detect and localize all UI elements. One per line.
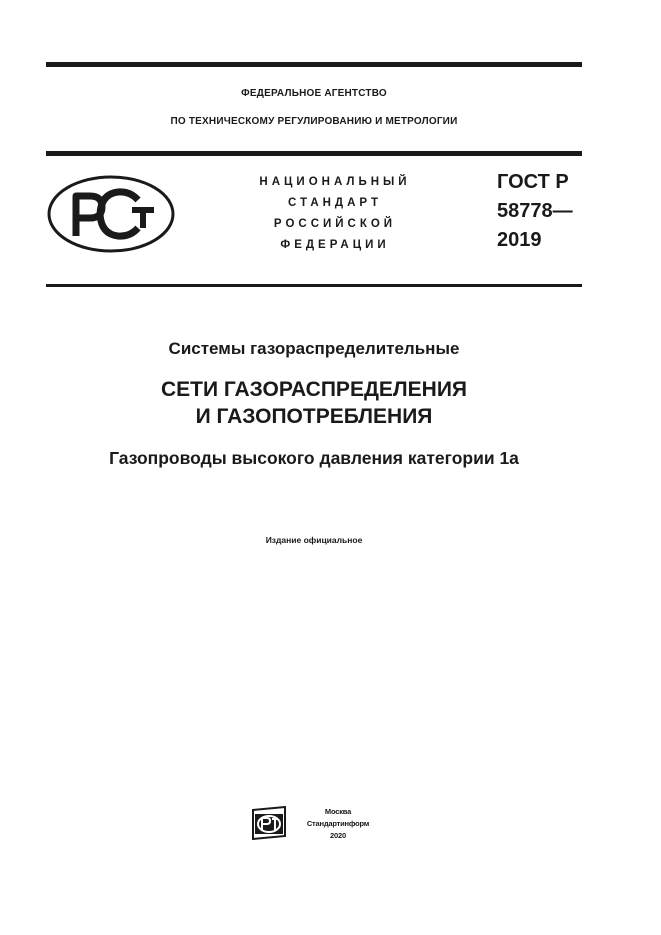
systems-title: Системы газораспределительные — [168, 339, 460, 358]
designation-line-2: 58778— — [497, 200, 573, 222]
publisher-year: 2020 — [330, 831, 346, 840]
edition-label: Издание официальное — [265, 535, 363, 545]
national-standard-caption — [230, 172, 440, 256]
national-line-2: СТАНДАРТ — [288, 197, 382, 209]
designation-line-1: ГОСТ Р — [497, 171, 569, 193]
publisher-city: Москва — [324, 807, 352, 816]
main-title — [46, 376, 582, 430]
national-line-4: ФЕДЕРАЦИИ — [280, 239, 390, 251]
standartinform-logo-icon — [249, 806, 289, 840]
main-title-line-2: И ГАЗОПОТРЕБЛЕНИЯ — [195, 405, 433, 428]
publisher-name: Стандартинформ — [306, 819, 370, 828]
middle-rule — [46, 151, 582, 156]
main-title-line-1: СЕТИ ГАЗОРАСПРЕДЕЛЕНИЯ — [160, 378, 468, 401]
standard-designation — [497, 168, 573, 255]
national-line-3: РОССИЙСКОЙ — [273, 218, 397, 230]
national-line-1: НАЦИОНАЛЬНЫЙ — [259, 176, 411, 188]
subtitle: Газопроводы высокого давления категории 1а — [109, 448, 519, 468]
designation-line-3: 2019 — [497, 229, 542, 251]
top-rule — [46, 62, 582, 67]
agency-line-2: ПО ТЕХНИЧЕСКОМУ РЕГУЛИРОВАНИЮ И МЕТРОЛОГИИ — [170, 116, 458, 127]
publisher-info — [296, 806, 380, 842]
bottom-rule — [46, 284, 582, 287]
agency-line-1: ФЕДЕРАЛЬНОЕ АГЕНТСТВО — [241, 88, 387, 99]
rst-certification-mark-icon — [46, 174, 176, 254]
